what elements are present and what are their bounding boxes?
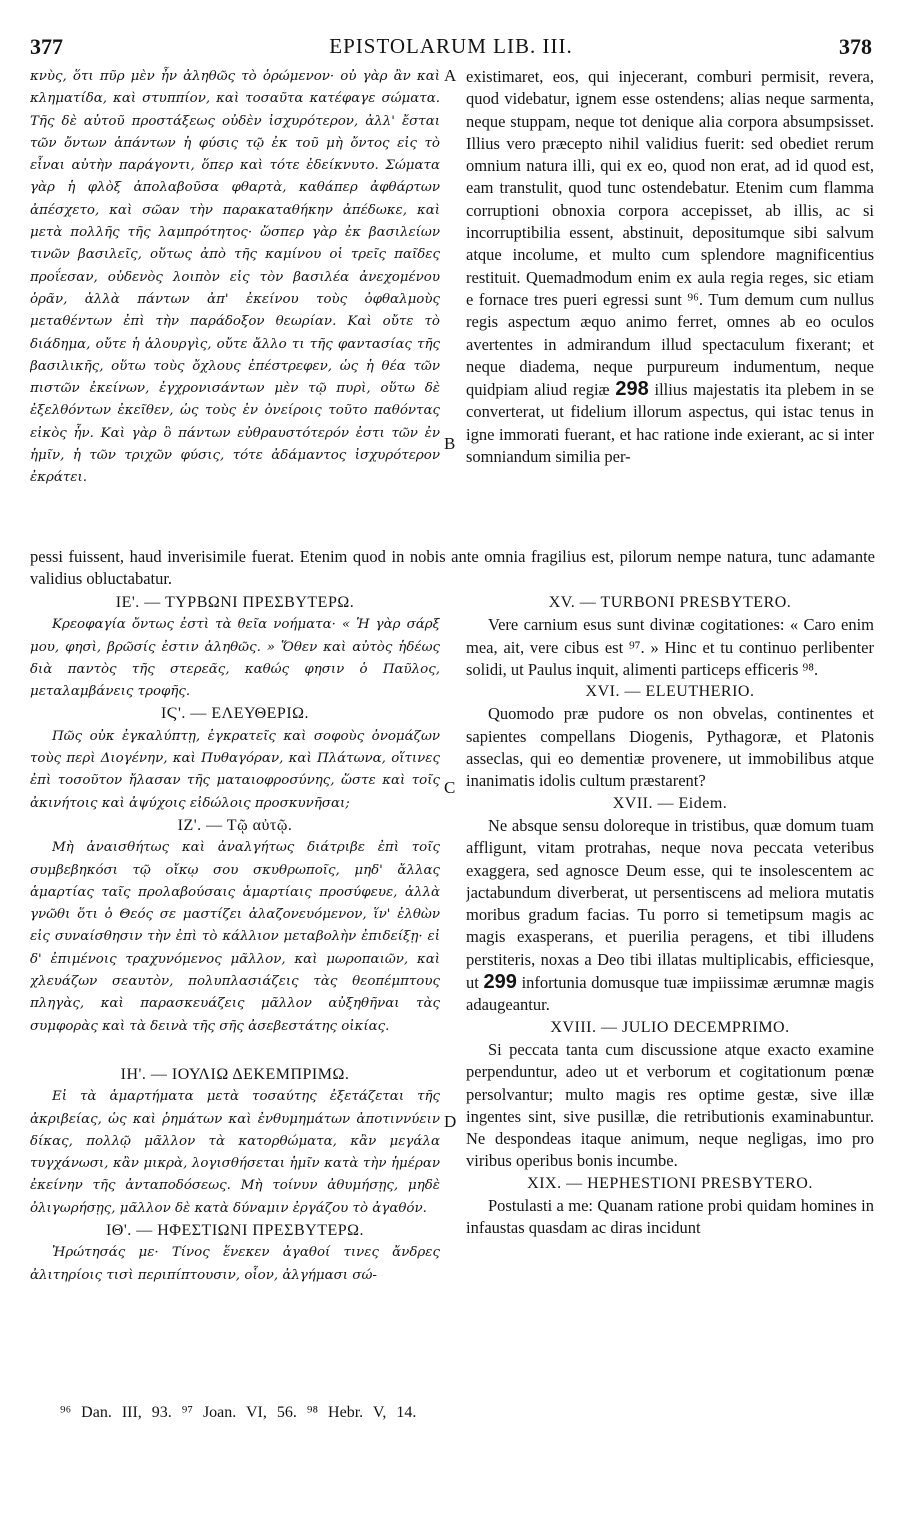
column-number: 298 bbox=[615, 378, 649, 401]
latin-letter-title-15: XV. — TURBONI PRESBYTERO. bbox=[548, 594, 792, 611]
latin-letter-text-17 bbox=[466, 815, 874, 1017]
latin-letter-title-19: XIX. — HEPHESTIONI PRESBYTERO. bbox=[527, 1174, 813, 1192]
margin-letter-c: C bbox=[444, 778, 456, 797]
margin-letter-a: A bbox=[444, 66, 457, 85]
column-number-299: 299 bbox=[483, 971, 517, 994]
latin-top-text-rest: illius majestatis ita plebem in se converterat, ut fidelium illorum aspectus, qui istac tenus in igne immorati fuerant, et hac ratione inde exierant, ac si inter somniandum similia per- bbox=[466, 380, 874, 467]
latin-letter-text-18: Si peccata tanta cum discussione atque exacto examine perpenduntur, adeo ut et verborum et cogitationum pœnæ persolvantur; multo magis res optime gestæ, sive illæ ingentes sint, sive pusillæ, die retributionis examinabuntur. Ne despondeas itaque animum, neque negligas, imo pro viribus operibus bonis incumbe. bbox=[466, 1039, 874, 1171]
latin-letter-title-18: XVIII. — JULIO DECEMPRIMO. bbox=[550, 1018, 790, 1036]
greek-letter-text-17: Μὴ ἀναισθήτως καὶ ἀναλγήτως διάτριβε ἐπὶ τοῖς συμβεβηκόσι τῷ οἴκῳ σου σκυθρωποῖς, μηδ' ἄλλας ἁμαρτίας ταῖς προλαβούσαις ἁμαρτίαις προσύφευε, ἀλλὰ γνῶθι ὅτι ὁ Θεός σε μαστίζει ἀλαζονευόμενον, ἵν' ἐλθὼν εἰς συναίσθησιν τὴν ἐπὶ τὸ κάλλιον μεταβολὴν ἐπιδείξῃ· εἰ δ' ἐπιμένοις τραχυνόμενος μᾶλλον, καὶ μωροπαιῶν, καὶ χλευάζων σεαυτὸν, πολυπλασιάζεις τὰς θεοπέμπτους πληγὰς, καὶ παρασκευάζεις μᾶλλον αὐξηθῆναι τὰς συμφορὰς καὶ τὰ δεινὰ τῆς σῆς ἀσεβεστάτης οἰκίας. bbox=[30, 840, 440, 1034]
margin-letter-b: B bbox=[444, 434, 456, 453]
greek-letter-text-18: Εἰ τὰ ἁμαρτήματα μετὰ τοσαύτης ἐξετάζεται τῆς ἀκριβείας, ὡς καὶ ῥημάτων καὶ ἐνθυμημάτων ἀποτιννύειν δίκας, πολλῷ μᾶλλον τὰ κατορθώματα, κἂν μεγάλα τυγχάνωσι, κἂν μικρὰ, λογισθήσεται ἡμῖν κατὰ τὴν ἡμέραν ἐκείνην τῆς ἀνταποδόσεως. Μὴ τοίνυν ἀθυμήσῃς, μηδὲ ὀλιγωρήσῃς, μᾶλλον δὲ κατὰ δύναμιν ἐργάζου τὸ ἀγαθόν. bbox=[30, 1089, 440, 1216]
running-title: EPISTOLARUM LIB. III. bbox=[329, 34, 573, 58]
greek-letter-text-15: Κρεοφαγία ὄντως ἐστὶ τὰ θεῖα νοήματα· « Ἡ γὰρ σάρξ μου, φησὶ, βρῶσίς ἐστιν ἀληθῶς. » Ὅθεν καὶ αὐτὸς ἡδέως διὰ παντὸς τῆς στερεᾶς, καθώς φησιν ὁ Παῦλος, μεταλαμβάνεις τροφῆς. bbox=[30, 617, 440, 700]
latin-letter-text-17-a: Ne absque sensu doloreque in tristibus, quæ domum tuam affligunt, vitam protrahas, neque nova peccata veteribus exaggera, sed agnosce Deum esse, qui te insolescentem ac jactabundum diverberat, ut persentiscens ad meliora mutatis moribus gradum facias. Tu porro si temetipsum magis ac magis exasperans, et puerilia peragens, et tibi illudens perstiteris, noxas a Deo tibi illatas multiplicabis, efficiesque, ut bbox=[466, 815, 874, 993]
greek-letter-title-16: ΙϚ'. — ΕΛΕΥΘΕΡΙΩ. bbox=[160, 705, 310, 723]
margin-letter-d: D bbox=[444, 1112, 457, 1131]
greek-paragraph-top: κνὺς, ὅτι πῦρ μὲν ἦν ἀληθῶς τὸ ὁρώμενον· οὐ γὰρ ἂν καὶ κληματίδα, καὶ στυππίον, καὶ τοσαῦτα κατέφαγε σώματα. Τῆς δὲ αὐτοῦ προστάξεως οὐδὲν ἰσχυρότερον, ἀλλ' ἔσται τῶν ὄντων ἁπάντων ἡ φύσις τῷ ἐκ τοῦ μὴ ὄντος εἰς τὸ εἶναι αὐτὴν παράγοντι, ὅπερ καὶ τότε ἐδείκνυτο. Σώματα γὰρ ἡ φλὸξ ἀπολαβοῦσα φθαρτὰ, καθάπερ ἀφθάρτων ἀπέσχετο, καὶ σῶαν τὴν παρακαταθήκην ἀπέδωκε, καὶ μετὰ πολλῆς τῆς λαμπρότητος· ὥσπερ γὰρ ἐκ βασιλείων τινῶν βασιλεῖς, οὕτως ἀπὸ τῆς καμίνου οἱ τρεῖς παῖδες προΐεσαν, οὐδενὸς λοιπὸν εἰς τὸν βασιλέα ἀνεχομένου ὁρᾶν, ἀλλὰ πάντων ἀπ' ἐκείνου τοὺς ὀφθαλμοὺς μεταθέντων ἐπὶ τὴν παράδοξον θεωρίαν. Καὶ οὔτε τὸ διάδημα, οὔτε ἡ ἁλουργὶς, οὔτε ἄλλο τι τῆς φαντασίας τῆς βασιλικῆς, οὕτω τοὺς ὄχλους ἐπέστρεφεν, ὡς ἡ θέα τῶν πιστῶν ἐκείνων, ἐγχρονισάντων μὲν τῷ πυρὶ, οὕτω δὲ ἐξελθόντων ἐκεῖθεν, ὡς τοὺς ἐν ὀνείροις τοῦτο παθόντας εἰκὸς ἦν. Καὶ γὰρ ὃ πάντων εὐθραυστότερόν ἐστι τῶν ἐν ἡμῖν, ἡ τῶν τριχῶν φύσις, τότε ἀδάμαντος ἰσχυρότερον ἐκράτει. bbox=[30, 69, 440, 486]
latin-column-top bbox=[466, 66, 874, 542]
latin-letter-text-19: Postulasti a me: Quanam ratione probi quidam homines in infaustas quasdam ac diras incidunt bbox=[466, 1196, 874, 1238]
full-width-continuation: pessi fuissent, haud inverisimile fuerat. Etenim quod in nobis ante omnia fragilius est, pilorum nempe natura, tunc adamante validius obluctabatur. bbox=[30, 547, 875, 589]
latin-letter-text-16: Quomodo præ pudore os non obvelas, continentes et sapientes compellans Diogenis, Pythagoræ, et Platonis asseclas, qui eo dementiæ provenere, ut immobilibus atque inanimatis idolis cultum præstarent? bbox=[466, 704, 874, 791]
page-number-right: 378 bbox=[839, 34, 872, 59]
greek-letter-title-18: ΙΗ'. — ΙΟΥΛΙΩ ΔΕΚΕΜΠΡΙΜΩ. bbox=[120, 1065, 350, 1083]
latin-paragraph-top bbox=[466, 66, 874, 468]
greek-letter-title-17: ΙΖ'. — Τῷ αὐτῷ. bbox=[177, 816, 293, 834]
latin-letter-text-17-b: infortunia domusque tuæ impiissimæ ærumnæ magis adaugeantur. bbox=[466, 973, 874, 1015]
greek-column-lower bbox=[30, 592, 440, 1397]
page-number-left: 377 bbox=[30, 34, 63, 59]
footnotes: ⁹⁶ Dan. III, 93. ⁹⁷ Joan. VI, 56. ⁹⁸ Hebr. V, 14. bbox=[60, 1404, 417, 1421]
latin-top-text: existimaret, eos, qui injecerant, comburi permisit, revera, quod videbatur, ignem esse ostendens; alias neque sarmenta, neque stuppam, neque tot denique alia corpora absumpsisset. Illius vero præcepto nihil validius fuerit: sed obediet rerum omnium natura illi, qui ex eo, quod non erat, ad id quod est, eam transtulit, quod tunc ostendebatur. Etenim cum flamma corruptioni obnoxia corpora accepisset, ab illis, ac si incorruptibilia essent, abstinuit, depositumque sibi salvum atque incolume, et multo cum splendore magnificentius restituit. Quemadmodum enim ex aula regia reges, sic etiam e fornace tres pueri egressi sunt ⁹⁶. Tum demum cum nullus regis aspectum æquo animo ferret, omnes ab eo oculos avertentes in admirandum illud spectaculum fixerant; et neque diadema, neque purpureum indumentum, neque quidpiam aliud regiæ bbox=[466, 67, 874, 400]
greek-letter-title-15: ΙΕ'. — ΤΥΡΒΩΝΙ ΠΡΕΣΒΥΤΕΡΩ. bbox=[115, 594, 355, 611]
latin-letter-text-15: Vere carnium esus sunt divinæ cogitationes: « Caro enim mea, ait, vere cibus est ⁹⁷. » Hinc et tu continuo perlibenter solidi, ut Paulus inquit, alimenti particeps efficeris ⁹⁸. bbox=[466, 615, 874, 679]
greek-column-top bbox=[30, 66, 440, 541]
latin-letter-title-17: XVII. — Eidem. bbox=[612, 794, 728, 812]
greek-letter-text-19: Ἠρώτησάς με· Τίνος ἕνεκεν ἀγαθοί τινες ἄνδρες ἀλιτηρίοις τισὶ περιπίπτουσιν, οἷον, ἀλγήμασι σώ- bbox=[30, 1245, 440, 1283]
greek-letter-title-19: ΙΘ'. — ΗΦΕΣΤΙΩΝΙ ΠΡΕΣΒΥΤΕΡΩ. bbox=[105, 1222, 365, 1240]
greek-letter-text-16: Πῶς οὐκ ἐγκαλύπτῃ, ἐγκρατεῖς καὶ σοφοὺς ὀνομάζων τοὺς περὶ Διογένην, καὶ Πυθαγόραν, καὶ Πλάτωνα, οἵτινες ἐπὶ τοσοῦτον ἤλασαν τῆς ματαιοφροσύνης, ὥστε καὶ τοῖς ἀκινήτοις καὶ ἀψύχοις εἰδώλοις προσκυνῆσαι; bbox=[30, 728, 440, 811]
latin-column-lower bbox=[466, 592, 874, 1397]
running-header bbox=[30, 34, 872, 60]
latin-letter-title-16: XVI. — ELEUTHERIO. bbox=[585, 683, 755, 701]
